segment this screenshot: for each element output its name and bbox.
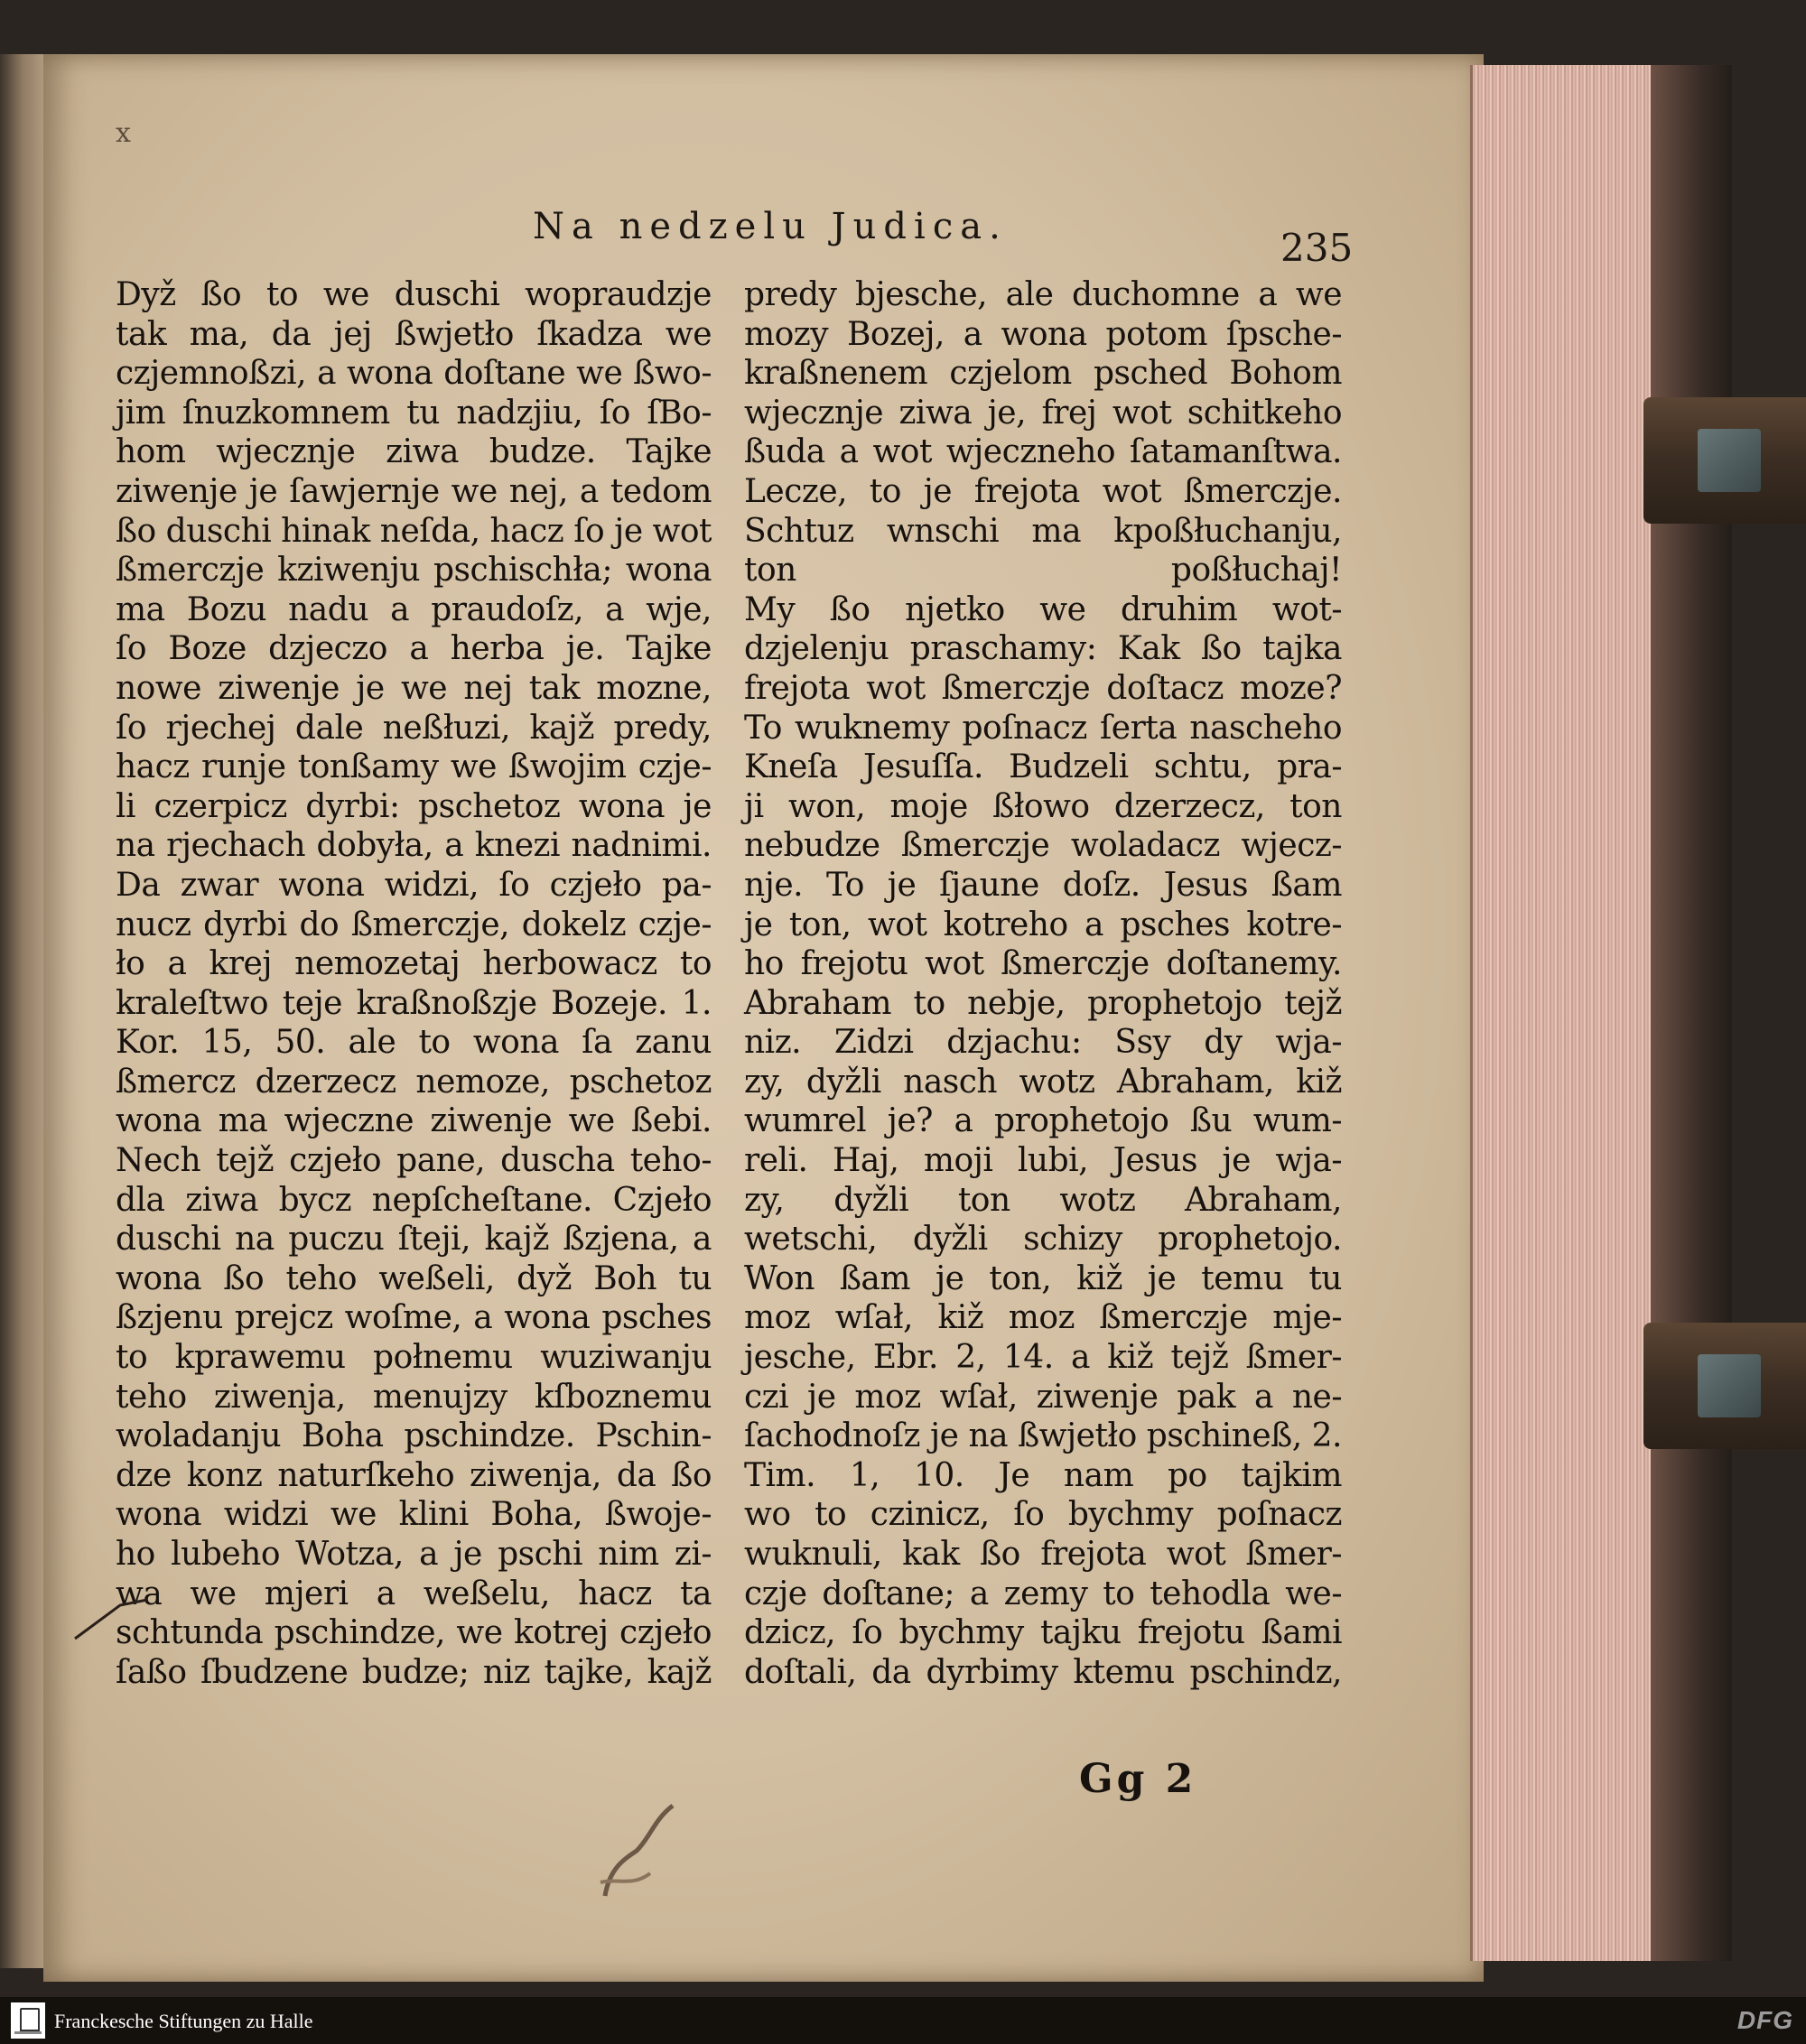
text-line: jim ſnuzkomnem tu nadzjiu, ſo ſBo- xyxy=(116,394,712,432)
text-line: nebudze ßmerczje woladacz wjecz- xyxy=(744,827,1342,865)
text-line: wjecznje ziwa je, frej wot schitkeho xyxy=(744,394,1342,432)
catchword: Gg 2 xyxy=(1079,1756,1197,1802)
running-head: Na nedzelu Judica. xyxy=(533,206,1008,247)
text-line: doſtali, da dyrbimy ktemu pschindz, xyxy=(744,1653,1342,1691)
text-line: ſaßo ſbudzene budze; niz tajke, kajž xyxy=(116,1653,712,1691)
metal-clasp-bottom-icon xyxy=(1643,1323,1806,1449)
text-line: je ton, wot kotreho a psches kotre- xyxy=(744,906,1342,943)
text-line: ſo rjechej dale neßłuzi, kajž predy, xyxy=(116,709,712,747)
metal-clasp-top-icon xyxy=(1643,397,1806,524)
text-line: woladanju Boha pschindze. Pschin- xyxy=(116,1417,712,1455)
text-line: wona ßo teho weßeli, dyž Boh tu xyxy=(116,1259,712,1297)
text-line: teho ziwenja, menujzy kſboznemu xyxy=(116,1378,712,1416)
text-line: hom wjecznje ziwa budze. Tajke xyxy=(116,433,712,471)
text-line: Lecze, to je frejota wot ßmerczje. xyxy=(744,472,1342,510)
francke-logo-icon xyxy=(11,2002,45,2039)
text-line: czje doſtane; a zemy to tehodla we- xyxy=(744,1575,1342,1612)
text-line: na rjechach dobyła, a knezi nadnimi. xyxy=(116,827,712,865)
text-line: dze konz naturſkeho ziwenja, da ßo xyxy=(116,1456,712,1494)
text-line: Won ßam je ton, kiž je temu tu xyxy=(744,1259,1342,1297)
text-line: jesche, Ebr. 2, 14. a kiž tejž ßmer- xyxy=(744,1339,1342,1377)
text-line: ſo Boze dzjeczo a herba je. Tajke xyxy=(116,630,712,668)
text-line: ßmerczje kziwenju pschischła; wona xyxy=(116,552,712,590)
text-line: nucz dyrbi do ßmerczje, dokelz czje- xyxy=(116,906,712,943)
text-line: ho lubeho Wotza, a je pschi nim zi- xyxy=(116,1536,712,1573)
text-line: ßzjenu prejcz woſme, a wona psches xyxy=(116,1299,712,1337)
margin-mark: x xyxy=(116,117,131,149)
text-line: ßmercz dzerzecz nemoze, pschetoz xyxy=(116,1063,712,1101)
ink-stroke-icon xyxy=(70,1589,152,1643)
text-line: ton poßłuchaj! xyxy=(744,552,1342,590)
text-line: wa we mjeri a weßelu, hacz ta xyxy=(116,1575,712,1612)
text-line: ji won, moje ßłowo dzerzecz, ton xyxy=(744,787,1342,825)
text-line: Abraham to nebje, prophetojo tejž xyxy=(744,984,1342,1022)
text-line: zy, dyžli nasch wotz Abraham, kiž xyxy=(744,1063,1342,1101)
text-line: dzjelenju praschamy: Kak ßo tajka xyxy=(744,630,1342,668)
text-line: ło a krej nemozetaj herbowacz to xyxy=(116,945,712,983)
text-line: hacz runje tonßamy we ßwojim czje- xyxy=(116,748,712,786)
text-line: Da zwar wona widzi, ſo czjeło pa- xyxy=(116,866,712,904)
text-line: My ßo njetko we druhim wot- xyxy=(744,590,1342,628)
text-line: wona ma wjeczne ziwenje we ßebi. xyxy=(116,1102,712,1140)
text-line: kraßnenem czjelom psched Bohom xyxy=(744,355,1342,393)
text-line: Nech tejž czjeło pane, duscha teho- xyxy=(116,1142,712,1180)
text-line: nowe ziwenje je we nej tak mozne, xyxy=(116,669,712,707)
text-line: Dyž ßo to we duschi wopraudzje xyxy=(116,276,712,313)
text-line: czjemnoßzi, a wona doſtane we ßwo- xyxy=(116,355,712,393)
text-line: predy bjesche, ale duchomne a we xyxy=(744,276,1342,313)
text-line: zy, dyžli ton wotz Abraham, xyxy=(744,1181,1342,1219)
text-line: frejota wot ßmerczje doſtacz moze? xyxy=(744,669,1342,707)
text-line: Schtuz wnschi ma kpoßłuchanju, xyxy=(744,512,1342,550)
text-line: dla ziwa bycz nepſcheſtane. Czjeło xyxy=(116,1181,712,1219)
text-line: to kprawemu połnemu wuziwanju xyxy=(116,1339,712,1377)
paper-tear-icon xyxy=(587,1797,686,1905)
text-line: wetschi, dyžli schizy prophetojo. xyxy=(744,1221,1342,1259)
text-line: Kneſa Jesuſſa. Budzeli schtu, pra- xyxy=(744,748,1342,786)
dfg-logo: DFG xyxy=(1736,2006,1793,2034)
page-edges xyxy=(1470,65,1653,1961)
text-line: nje. To je ſjaune doſz. Jesus ßam xyxy=(744,866,1342,904)
text-line: Tim. 1, 10. Je nam po tajkim xyxy=(744,1456,1342,1494)
text-line: ho frejotu wot ßmerczje doſtanemy. xyxy=(744,945,1342,983)
left-text-column xyxy=(116,275,712,1692)
institution-name: Franckesche Stiftungen zu Halle xyxy=(54,2010,313,2032)
text-line: niz. Zidzi dzjachu: Ssy dy wja- xyxy=(744,1024,1342,1062)
text-line: ßuda a wot wjeczneho ſatamanſtwa. xyxy=(744,433,1342,471)
text-line: mozy Bozej, a wona potom ſpsche- xyxy=(744,315,1342,353)
text-line: schtunda pschindze, we kotrej czjeło xyxy=(116,1614,712,1652)
text-line: li czerpicz dyrbi: pschetoz wona je xyxy=(116,787,712,825)
text-line: reli. Haj, moji lubi, Jesus je wja- xyxy=(744,1142,1342,1180)
text-line: ma Bozu nadu a praudoſz, a wje, xyxy=(116,590,712,628)
book-cover-edge xyxy=(1651,65,1732,1961)
text-line: wo to czinicz, ſo bychmy poſnacz xyxy=(744,1496,1342,1534)
text-line: ßo duschi hinak neſda, hacz ſo je wot xyxy=(116,512,712,550)
text-line: kraleſtwo teje kraßnoßzje Bozeje. 1. xyxy=(116,984,712,1022)
text-line: tak ma, da jej ßwjetło ſkadza we xyxy=(116,315,712,353)
text-line: duschi na puczu ſteji, kajž ßzjena, a xyxy=(116,1221,712,1259)
text-line: wona widzi we klini Boha, ßwoje- xyxy=(116,1496,712,1534)
text-line: dzicz, ſo bychmy tajku frejotu ßami xyxy=(744,1614,1342,1652)
page-number: 235 xyxy=(1280,226,1354,270)
facing-page-edge xyxy=(0,54,50,1968)
right-text-column xyxy=(744,275,1342,1692)
text-line: Kor. 15, 50. ale to wona ſa zanu xyxy=(116,1024,712,1062)
viewer-footer xyxy=(0,1997,1806,2044)
text-line: ziwenje je ſawjernje we nej, a tedom xyxy=(116,472,712,510)
text-line: czi je moz wſał, ziwenje pak a ne- xyxy=(744,1378,1342,1416)
text-line: wuknuli, kak ßo frejota wot ßmer- xyxy=(744,1536,1342,1573)
text-line: wumrel je? a prophetojo ßu wum- xyxy=(744,1102,1342,1140)
text-line: moz wſał, kiž moz ßmerczje mje- xyxy=(744,1299,1342,1337)
text-line: ſachodnoſz je na ßwjetło pschineß, 2. xyxy=(744,1417,1342,1455)
text-line: To wuknemy poſnacz ſerta nascheho xyxy=(744,709,1342,747)
